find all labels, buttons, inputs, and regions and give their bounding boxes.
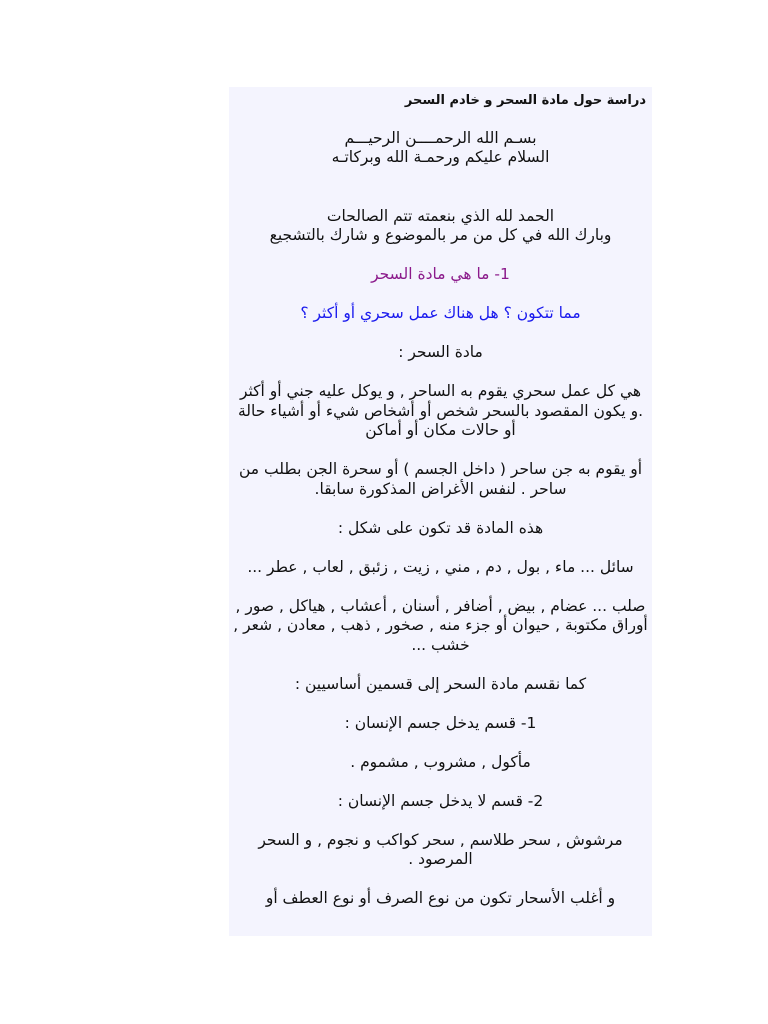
definition-paragraph-1: هي كل عمل سحري يقوم به الساحر , و يوكل عليه جني أو أكثر .و يكون المقصود بالسحر شخص أو أشخاص شيء أو أشياء حالة أو حالات مكان أو أماكن (237, 382, 644, 439)
document-title: دراسة حول مادة السحر و خادم السحر (404, 93, 646, 108)
document-body (229, 109, 652, 909)
forms-intro: هذه المادة قد تكون على شكل : (337, 518, 544, 537)
trailing-paragraph: و أغلب الأسحار تكون من نوع الصرف أو نوع العطف أو (265, 889, 616, 907)
liquid-forms: سائل ... ماء , بول , دم , مني , زيت , زئبق , لعاب , عطر ... (247, 557, 634, 576)
section-heading-1: 1- ما هي مادة السحر (371, 265, 510, 283)
definition-paragraph-2: أو يقوم به جن ساحر ( داخل الجسم ) أو سحرة الجن بطلب من ساحر . لنفس الأغراض المذكورة سابقا. (238, 460, 643, 498)
division-1-items: مأكول , مشروب , مشموم . (350, 752, 531, 771)
solid-forms: صلب ... عضام , بيض , أضافر , أسنان , أعشاب , هياكل , صور , أوراق مكتوبة , حيوان أو جزء منه , صخور , ذهب , معادن , شعر , خشب ... (233, 596, 648, 654)
salam-line: السلام عليكم ورحمـة الله وبركاتـه (331, 148, 550, 166)
basmala-line: بسـم الله الرحمــــن الرحيـــم (344, 128, 537, 147)
division-1-heading: 1- قسم يدخل جسم الإنسان : (344, 713, 537, 732)
section-question-1: مما تتكون ؟ هل هناك عمل سحري أو أكثر ؟ (300, 304, 581, 322)
division-2-items: مرشوش , سحر طلاسم , سحر كواكب و نجوم , و السحر المرصود . (258, 830, 623, 868)
division-intro: كما نقسم مادة السحر إلى قسمين أساسيين : (294, 674, 587, 693)
hamd-line-1: الحمد لله الذي بنعمته تتم الصالحات (326, 206, 555, 225)
document-page (229, 87, 652, 936)
hamd-line-2: وبارك الله في كل من مر بالموضوع و شارك بالتشجيع (269, 226, 612, 244)
matter-label: مادة السحر : (398, 343, 483, 361)
division-2-heading: 2- قسم لا يدخل جسم الإنسان : (337, 791, 544, 810)
